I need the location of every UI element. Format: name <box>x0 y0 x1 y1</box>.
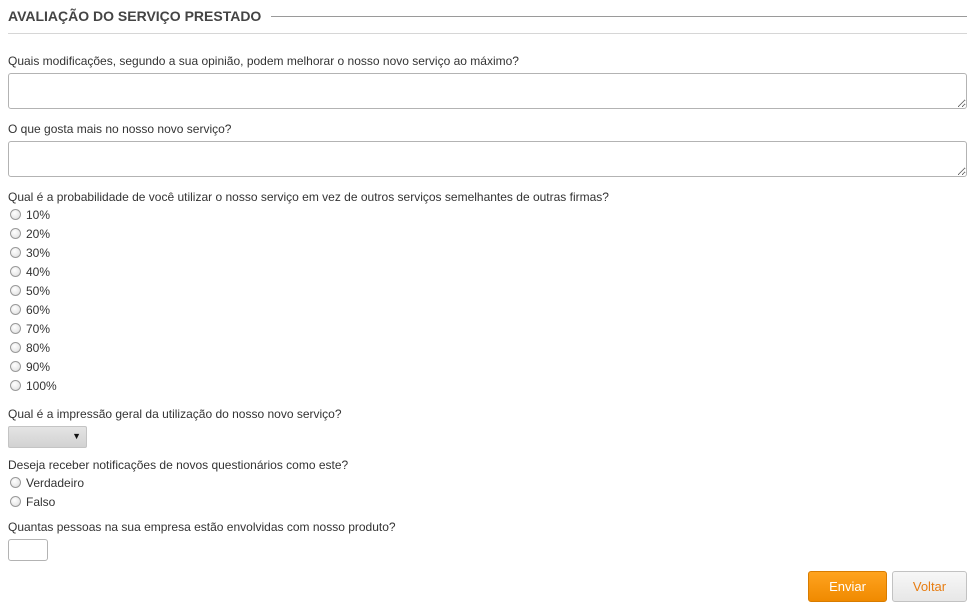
back-button[interactable]: Voltar <box>892 571 967 602</box>
option-label: Verdadeiro <box>26 476 85 490</box>
option-label: 70% <box>26 322 51 336</box>
submit-button[interactable]: Enviar <box>808 571 887 602</box>
question-modifications-label: Quais modificações, segundo a sua opinião, podem melhorar o nosso novo serviço ao máximo? <box>8 54 519 68</box>
question-people-label: Quantas pessoas na sua empresa estão envolvidas com nosso produto? <box>8 520 396 534</box>
radio-button[interactable] <box>10 342 21 353</box>
option-label: 80% <box>26 341 51 355</box>
section-divider <box>8 33 967 34</box>
people-count-input[interactable] <box>8 539 48 561</box>
option-label: 20% <box>26 227 51 241</box>
notifications-option-true[interactable] <box>10 475 84 491</box>
radio-button[interactable] <box>10 477 21 488</box>
form-title: AVALIAÇÃO DO SERVIÇO PRESTADO <box>8 8 262 24</box>
option-label: 90% <box>26 360 51 374</box>
probability-option-10[interactable] <box>10 207 50 223</box>
radio-button[interactable] <box>10 323 21 334</box>
radio-button[interactable] <box>10 361 21 372</box>
radio-button[interactable] <box>10 266 21 277</box>
likes-textarea[interactable] <box>8 141 967 177</box>
question-impression-label: Qual é a impressão geral da utilização do nosso novo serviço? <box>8 407 342 421</box>
radio-button[interactable] <box>10 380 21 391</box>
question-probability-label: Qual é a probabilidade de você utilizar o nosso serviço em vez de outros serviços semelhantes de outras firmas? <box>8 190 609 204</box>
option-label: 60% <box>26 303 51 317</box>
notifications-option-false[interactable] <box>10 494 55 510</box>
option-label: Falso <box>26 495 56 509</box>
option-label: 10% <box>26 208 51 222</box>
caret-down-icon: ▼ <box>72 431 81 441</box>
probability-option-20[interactable] <box>10 226 50 242</box>
option-label: 100% <box>26 379 57 393</box>
option-label: 50% <box>26 284 51 298</box>
option-label: 30% <box>26 246 51 260</box>
probability-option-90[interactable] <box>10 359 50 375</box>
radio-button[interactable] <box>10 209 21 220</box>
radio-button[interactable] <box>10 496 21 507</box>
probability-option-50[interactable] <box>10 283 50 299</box>
radio-button[interactable] <box>10 304 21 315</box>
question-notifications-label: Deseja receber notificações de novos questionários como este? <box>8 458 349 472</box>
header-divider <box>271 16 967 17</box>
form-header <box>8 7 967 25</box>
radio-button[interactable] <box>10 285 21 296</box>
question-likes-label: O que gosta mais no nosso novo serviço? <box>8 122 232 136</box>
probability-option-80[interactable] <box>10 340 50 356</box>
probability-option-30[interactable] <box>10 245 50 261</box>
probability-option-70[interactable] <box>10 321 50 337</box>
modifications-textarea[interactable] <box>8 73 967 109</box>
radio-button[interactable] <box>10 228 21 239</box>
probability-option-40[interactable] <box>10 264 50 280</box>
option-label: 40% <box>26 265 51 279</box>
radio-button[interactable] <box>10 247 21 258</box>
impression-select[interactable] <box>8 426 87 448</box>
probability-option-100[interactable] <box>10 378 57 394</box>
probability-option-60[interactable] <box>10 302 50 318</box>
